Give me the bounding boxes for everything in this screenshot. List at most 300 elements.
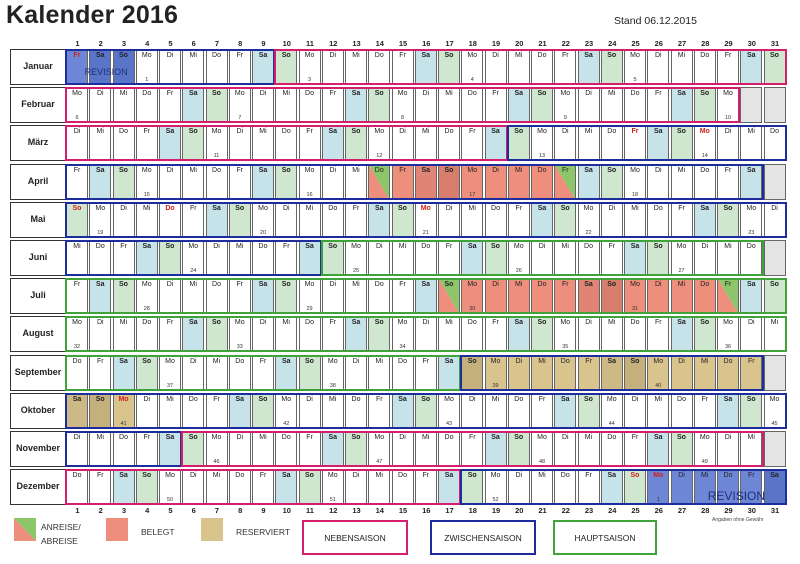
day-cell[interactable]: [345, 393, 367, 429]
day-cell[interactable]: [229, 393, 251, 429]
day-cell[interactable]: [508, 125, 530, 161]
day-cell[interactable]: [322, 202, 344, 238]
day-cell[interactable]: [182, 240, 204, 276]
day-cell[interactable]: [113, 164, 135, 200]
day-cell[interactable]: [601, 125, 623, 161]
day-cell[interactable]: [159, 202, 181, 238]
day-cell[interactable]: [717, 431, 739, 467]
day-cell[interactable]: [299, 278, 321, 314]
day-cell[interactable]: [461, 316, 483, 352]
day-cell[interactable]: [531, 316, 553, 352]
day-cell[interactable]: [717, 278, 739, 314]
day-cell[interactable]: [740, 240, 762, 276]
day-cell[interactable]: [159, 316, 181, 352]
day-cell[interactable]: [159, 431, 181, 467]
day-cell[interactable]: [694, 164, 716, 200]
day-cell[interactable]: [368, 278, 390, 314]
day-cell[interactable]: [671, 164, 693, 200]
day-cell[interactable]: [485, 240, 507, 276]
day-cell[interactable]: [89, 469, 111, 505]
day-cell[interactable]: [624, 316, 646, 352]
day-cell[interactable]: [322, 49, 344, 85]
day-cell[interactable]: [229, 278, 251, 314]
day-cell[interactable]: [601, 431, 623, 467]
day-cell[interactable]: [740, 278, 762, 314]
day-cell[interactable]: [392, 164, 414, 200]
day-cell[interactable]: [159, 355, 181, 391]
day-cell[interactable]: [764, 125, 786, 161]
day-cell[interactable]: [578, 469, 600, 505]
day-cell[interactable]: [206, 469, 228, 505]
day-cell[interactable]: [113, 316, 135, 352]
day-cell[interactable]: [624, 431, 646, 467]
day-cell[interactable]: [671, 125, 693, 161]
day-cell[interactable]: [206, 49, 228, 85]
day-cell[interactable]: [647, 49, 669, 85]
day-cell[interactable]: [345, 87, 367, 123]
day-cell[interactable]: [578, 125, 600, 161]
day-cell[interactable]: [368, 164, 390, 200]
day-cell[interactable]: [113, 355, 135, 391]
day-cell[interactable]: [694, 125, 716, 161]
day-cell[interactable]: [671, 49, 693, 85]
day-cell[interactable]: [624, 355, 646, 391]
day-cell[interactable]: [206, 431, 228, 467]
day-cell[interactable]: [740, 393, 762, 429]
day-cell[interactable]: [322, 240, 344, 276]
day-cell[interactable]: [601, 393, 623, 429]
day-cell[interactable]: [461, 202, 483, 238]
day-cell[interactable]: [89, 164, 111, 200]
day-cell[interactable]: [485, 202, 507, 238]
day-cell[interactable]: [764, 316, 786, 352]
day-cell[interactable]: [438, 240, 460, 276]
day-cell[interactable]: [694, 316, 716, 352]
day-cell[interactable]: [508, 240, 530, 276]
day-cell[interactable]: [66, 164, 88, 200]
day-cell[interactable]: [252, 125, 274, 161]
day-cell[interactable]: [554, 316, 576, 352]
day-cell[interactable]: [461, 393, 483, 429]
day-cell[interactable]: [415, 164, 437, 200]
day-cell[interactable]: [89, 278, 111, 314]
day-cell[interactable]: [717, 164, 739, 200]
day-cell[interactable]: [345, 431, 367, 467]
day-cell[interactable]: [740, 125, 762, 161]
day-cell[interactable]: [415, 431, 437, 467]
day-cell[interactable]: [368, 49, 390, 85]
day-cell[interactable]: [299, 316, 321, 352]
day-cell[interactable]: [136, 469, 158, 505]
day-cell[interactable]: [66, 431, 88, 467]
day-cell[interactable]: [159, 164, 181, 200]
day-cell[interactable]: [461, 125, 483, 161]
day-cell[interactable]: [624, 164, 646, 200]
day-cell[interactable]: [299, 240, 321, 276]
day-cell[interactable]: [275, 49, 297, 85]
day-cell[interactable]: [601, 278, 623, 314]
day-cell[interactable]: [113, 278, 135, 314]
day-cell[interactable]: [694, 87, 716, 123]
day-cell[interactable]: [531, 125, 553, 161]
day-cell[interactable]: [554, 355, 576, 391]
day-cell[interactable]: [671, 393, 693, 429]
day-cell[interactable]: [159, 278, 181, 314]
day-cell[interactable]: [415, 49, 437, 85]
day-cell[interactable]: [182, 316, 204, 352]
day-cell[interactable]: [485, 49, 507, 85]
day-cell[interactable]: [252, 87, 274, 123]
day-cell[interactable]: [485, 278, 507, 314]
day-cell[interactable]: [206, 316, 228, 352]
day-cell[interactable]: [136, 125, 158, 161]
day-cell[interactable]: [531, 87, 553, 123]
day-cell[interactable]: [624, 125, 646, 161]
day-cell[interactable]: [368, 202, 390, 238]
day-cell[interactable]: [113, 469, 135, 505]
day-cell[interactable]: [508, 87, 530, 123]
day-cell[interactable]: [601, 87, 623, 123]
day-cell[interactable]: [694, 49, 716, 85]
day-cell[interactable]: [252, 431, 274, 467]
day-cell[interactable]: [438, 431, 460, 467]
day-cell[interactable]: [415, 469, 437, 505]
day-cell[interactable]: [392, 240, 414, 276]
day-cell[interactable]: [415, 125, 437, 161]
day-cell[interactable]: [299, 431, 321, 467]
day-cell[interactable]: [66, 316, 88, 352]
day-cell[interactable]: [368, 125, 390, 161]
day-cell[interactable]: [368, 87, 390, 123]
day-cell[interactable]: [182, 431, 204, 467]
day-cell[interactable]: [275, 469, 297, 505]
day-cell[interactable]: [717, 393, 739, 429]
day-cell[interactable]: [438, 393, 460, 429]
day-cell[interactable]: [694, 240, 716, 276]
day-cell[interactable]: [159, 87, 181, 123]
day-cell[interactable]: [438, 125, 460, 161]
day-cell[interactable]: [554, 431, 576, 467]
day-cell[interactable]: [601, 355, 623, 391]
day-cell[interactable]: [89, 393, 111, 429]
day-cell[interactable]: [624, 49, 646, 85]
day-cell[interactable]: [415, 393, 437, 429]
day-cell[interactable]: [578, 164, 600, 200]
day-cell[interactable]: [671, 240, 693, 276]
day-cell[interactable]: [322, 431, 344, 467]
day-cell[interactable]: [159, 49, 181, 85]
day-cell[interactable]: [764, 393, 786, 429]
day-cell[interactable]: [89, 125, 111, 161]
day-cell[interactable]: [252, 316, 274, 352]
day-cell[interactable]: [252, 202, 274, 238]
day-cell[interactable]: [647, 125, 669, 161]
day-cell[interactable]: [275, 431, 297, 467]
day-cell[interactable]: [461, 431, 483, 467]
day-cell[interactable]: [415, 278, 437, 314]
day-cell[interactable]: [764, 278, 786, 314]
day-cell[interactable]: [461, 49, 483, 85]
day-cell[interactable]: [601, 316, 623, 352]
day-cell[interactable]: [252, 164, 274, 200]
day-cell[interactable]: [694, 355, 716, 391]
day-cell[interactable]: [601, 240, 623, 276]
day-cell[interactable]: [136, 240, 158, 276]
day-cell[interactable]: [229, 316, 251, 352]
day-cell[interactable]: [136, 49, 158, 85]
day-cell[interactable]: [275, 87, 297, 123]
day-cell[interactable]: [531, 355, 553, 391]
day-cell[interactable]: [717, 49, 739, 85]
day-cell[interactable]: [671, 316, 693, 352]
day-cell[interactable]: [275, 202, 297, 238]
day-cell[interactable]: [717, 316, 739, 352]
day-cell[interactable]: [299, 202, 321, 238]
day-cell[interactable]: [252, 393, 274, 429]
day-cell[interactable]: [508, 278, 530, 314]
day-cell[interactable]: [624, 469, 646, 505]
day-cell[interactable]: [601, 164, 623, 200]
day-cell[interactable]: [485, 355, 507, 391]
day-cell[interactable]: [368, 431, 390, 467]
day-cell[interactable]: [438, 49, 460, 85]
day-cell[interactable]: [578, 355, 600, 391]
day-cell[interactable]: [578, 87, 600, 123]
day-cell[interactable]: [229, 355, 251, 391]
day-cell[interactable]: [461, 164, 483, 200]
day-cell[interactable]: [322, 278, 344, 314]
day-cell[interactable]: [299, 469, 321, 505]
day-cell[interactable]: [392, 431, 414, 467]
day-cell[interactable]: [368, 355, 390, 391]
day-cell[interactable]: [554, 202, 576, 238]
day-cell[interactable]: [694, 431, 716, 467]
day-cell[interactable]: [554, 469, 576, 505]
day-cell[interactable]: [299, 87, 321, 123]
day-cell[interactable]: [717, 355, 739, 391]
day-cell[interactable]: [624, 278, 646, 314]
day-cell[interactable]: [508, 469, 530, 505]
day-cell[interactable]: [764, 202, 786, 238]
day-cell[interactable]: [554, 49, 576, 85]
day-cell[interactable]: [89, 240, 111, 276]
day-cell[interactable]: [206, 202, 228, 238]
day-cell[interactable]: [554, 87, 576, 123]
day-cell[interactable]: [275, 316, 297, 352]
day-cell[interactable]: [299, 125, 321, 161]
day-cell[interactable]: [229, 125, 251, 161]
day-cell[interactable]: [275, 393, 297, 429]
day-cell[interactable]: [229, 469, 251, 505]
day-cell[interactable]: [345, 355, 367, 391]
day-cell[interactable]: [229, 87, 251, 123]
day-cell[interactable]: [182, 278, 204, 314]
day-cell[interactable]: [578, 49, 600, 85]
day-cell[interactable]: [461, 87, 483, 123]
day-cell[interactable]: [647, 278, 669, 314]
day-cell[interactable]: [624, 202, 646, 238]
day-cell[interactable]: [182, 469, 204, 505]
day-cell[interactable]: [717, 87, 739, 123]
day-cell[interactable]: [182, 355, 204, 391]
day-cell[interactable]: [461, 355, 483, 391]
day-cell[interactable]: [647, 87, 669, 123]
day-cell[interactable]: [624, 240, 646, 276]
day-cell[interactable]: [694, 202, 716, 238]
day-cell[interactable]: [206, 87, 228, 123]
day-cell[interactable]: [740, 164, 762, 200]
day-cell[interactable]: [601, 469, 623, 505]
day-cell[interactable]: [717, 125, 739, 161]
day-cell[interactable]: [322, 355, 344, 391]
day-cell[interactable]: [415, 355, 437, 391]
day-cell[interactable]: [531, 278, 553, 314]
day-cell[interactable]: [438, 355, 460, 391]
day-cell[interactable]: [159, 125, 181, 161]
day-cell[interactable]: [740, 49, 762, 85]
day-cell[interactable]: [554, 393, 576, 429]
day-cell[interactable]: [392, 202, 414, 238]
day-cell[interactable]: [415, 87, 437, 123]
day-cell[interactable]: [694, 278, 716, 314]
day-cell[interactable]: [601, 202, 623, 238]
day-cell[interactable]: [275, 278, 297, 314]
day-cell[interactable]: [368, 240, 390, 276]
day-cell[interactable]: [66, 355, 88, 391]
day-cell[interactable]: [461, 240, 483, 276]
day-cell[interactable]: [647, 431, 669, 467]
day-cell[interactable]: [206, 355, 228, 391]
day-cell[interactable]: [671, 202, 693, 238]
day-cell[interactable]: [415, 202, 437, 238]
day-cell[interactable]: [485, 431, 507, 467]
day-cell[interactable]: [415, 316, 437, 352]
day-cell[interactable]: [275, 240, 297, 276]
day-cell[interactable]: [252, 469, 274, 505]
day-cell[interactable]: [275, 125, 297, 161]
day-cell[interactable]: [485, 469, 507, 505]
day-cell[interactable]: [508, 316, 530, 352]
day-cell[interactable]: [159, 393, 181, 429]
day-cell[interactable]: [182, 393, 204, 429]
day-cell[interactable]: [647, 316, 669, 352]
day-cell[interactable]: [554, 278, 576, 314]
day-cell[interactable]: [252, 49, 274, 85]
day-cell[interactable]: [322, 393, 344, 429]
day-cell[interactable]: [578, 431, 600, 467]
day-cell[interactable]: [182, 49, 204, 85]
day-cell[interactable]: [554, 240, 576, 276]
day-cell[interactable]: [345, 49, 367, 85]
day-cell[interactable]: [182, 202, 204, 238]
day-cell[interactable]: [89, 431, 111, 467]
day-cell[interactable]: [182, 87, 204, 123]
day-cell[interactable]: [531, 469, 553, 505]
day-cell[interactable]: [392, 125, 414, 161]
day-cell[interactable]: [671, 469, 693, 505]
day-cell[interactable]: [136, 278, 158, 314]
day-cell[interactable]: [89, 202, 111, 238]
day-cell[interactable]: [113, 240, 135, 276]
day-cell[interactable]: [624, 87, 646, 123]
day-cell[interactable]: [322, 164, 344, 200]
day-cell[interactable]: [252, 240, 274, 276]
day-cell[interactable]: [647, 355, 669, 391]
day-cell[interactable]: [136, 164, 158, 200]
day-cell[interactable]: [136, 393, 158, 429]
day-cell[interactable]: [392, 87, 414, 123]
day-cell[interactable]: [508, 164, 530, 200]
day-cell[interactable]: [89, 87, 111, 123]
day-cell[interactable]: [438, 278, 460, 314]
day-cell[interactable]: [740, 355, 762, 391]
day-cell[interactable]: [66, 240, 88, 276]
day-cell[interactable]: [578, 316, 600, 352]
day-cell[interactable]: [345, 469, 367, 505]
day-cell[interactable]: [764, 49, 786, 85]
day-cell[interactable]: [671, 278, 693, 314]
day-cell[interactable]: [647, 202, 669, 238]
day-cell[interactable]: [485, 393, 507, 429]
day-cell[interactable]: [578, 202, 600, 238]
day-cell[interactable]: [136, 87, 158, 123]
day-cell[interactable]: [717, 240, 739, 276]
day-cell[interactable]: [66, 202, 88, 238]
day-cell[interactable]: [415, 240, 437, 276]
day-cell[interactable]: [136, 431, 158, 467]
day-cell[interactable]: [531, 393, 553, 429]
day-cell[interactable]: [206, 164, 228, 200]
day-cell[interactable]: [322, 125, 344, 161]
day-cell[interactable]: [66, 87, 88, 123]
day-cell[interactable]: [229, 431, 251, 467]
day-cell[interactable]: [159, 240, 181, 276]
day-cell[interactable]: [136, 202, 158, 238]
day-cell[interactable]: [206, 393, 228, 429]
day-cell[interactable]: [531, 49, 553, 85]
day-cell[interactable]: [578, 240, 600, 276]
day-cell[interactable]: [89, 355, 111, 391]
day-cell[interactable]: [206, 125, 228, 161]
day-cell[interactable]: [531, 240, 553, 276]
day-cell[interactable]: [647, 469, 669, 505]
day-cell[interactable]: [206, 240, 228, 276]
day-cell[interactable]: [601, 49, 623, 85]
day-cell[interactable]: [531, 164, 553, 200]
day-cell[interactable]: [113, 202, 135, 238]
day-cell[interactable]: [113, 393, 135, 429]
day-cell[interactable]: [647, 164, 669, 200]
day-cell[interactable]: [461, 278, 483, 314]
day-cell[interactable]: [229, 202, 251, 238]
day-cell[interactable]: [322, 316, 344, 352]
day-cell[interactable]: [508, 49, 530, 85]
day-cell[interactable]: [229, 240, 251, 276]
day-cell[interactable]: [508, 431, 530, 467]
day-cell[interactable]: [368, 393, 390, 429]
day-cell[interactable]: [368, 469, 390, 505]
day-cell[interactable]: [345, 125, 367, 161]
day-cell[interactable]: [345, 240, 367, 276]
day-cell[interactable]: [671, 355, 693, 391]
day-cell[interactable]: [671, 87, 693, 123]
day-cell[interactable]: [438, 316, 460, 352]
day-cell[interactable]: [275, 355, 297, 391]
day-cell[interactable]: [66, 393, 88, 429]
day-cell[interactable]: [578, 393, 600, 429]
day-cell[interactable]: [647, 393, 669, 429]
day-cell[interactable]: [113, 87, 135, 123]
